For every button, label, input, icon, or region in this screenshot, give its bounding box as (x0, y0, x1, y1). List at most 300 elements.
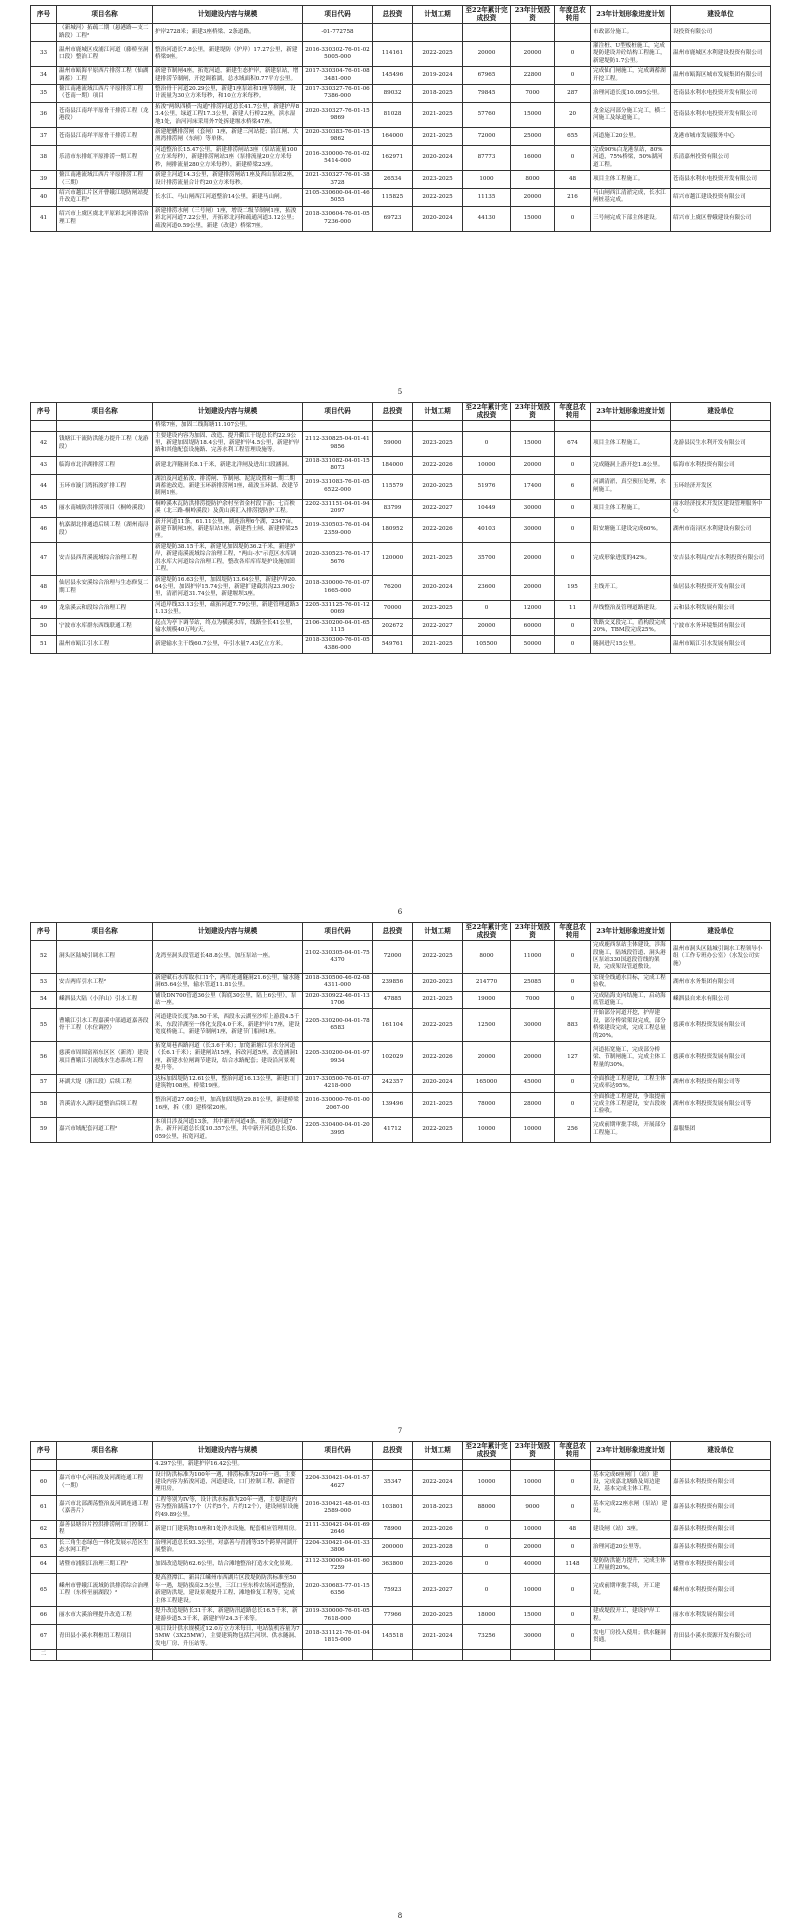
project-name: 嘉兴市北部湖荡整治及河湖连通工程（嘉善片） (57, 1495, 153, 1520)
plan-content: 新建北洋隧洞长8.1千米，新建北洋闸及进出口段涵洞。 (153, 456, 303, 474)
plan-2023 (511, 1460, 555, 1470)
row-number: 47 (31, 542, 57, 575)
plan-2023: 7000 (511, 85, 555, 103)
column-header: 计划工期 (413, 403, 463, 421)
project-name: 杭嘉湖北排通道后续工程（湖州南浔段） (57, 517, 153, 542)
project-code: 2111-330421-04-01-692646 (303, 1521, 373, 1539)
plan-content: 新建堤防38.15千米，新建见加固堤防36.2千米，新建护岸，新建南溪流域综合治理工程，"两山-水"示范区水库调洪水库大河道综合治理工程，整改各库库库堤护设施加固工程。 (153, 542, 303, 575)
row-number (31, 24, 57, 42)
plan-2023: 20000 (511, 188, 555, 206)
plan-content: 长水江、马山闸西江河道整治14公里，新建马山闸。 (153, 188, 303, 206)
project-name: （新城河）拓疏二期（悬港路—支二路段）工程² (57, 24, 153, 42)
row-number: 49 (31, 600, 57, 618)
project-code: 2202-331151-04-01-942097 (303, 499, 373, 517)
project-code: 2205-330400-04-01-203995 (303, 1117, 373, 1142)
invested-to-2022: 35700 (463, 542, 511, 575)
total-investment: 139496 (373, 1092, 413, 1117)
land-conversion: 0 (555, 1538, 591, 1556)
table-row (31, 1650, 771, 1660)
builder-unit: 慈溪市水利投资发展有限公司 (671, 1009, 771, 1042)
plan-2023: 12000 (511, 600, 555, 618)
plan-content: 工程等别为IV等，设计洪水标准为20年一遇，主要建设内容为整治湖荡17个（片约5个，片约12个），建设闸泵设施约49.89公里。 (153, 1495, 303, 1520)
project-code: 2020-330327-76-01-159869 (303, 102, 373, 127)
column-header: 计划建设内容与规模 (153, 403, 303, 421)
plan-period: 2022-2025 (413, 42, 463, 67)
invested-to-2022: 0 (463, 1538, 511, 1556)
table-row (31, 973, 771, 991)
row-number: 59 (31, 1117, 57, 1142)
column-header: 建设单位 (671, 6, 771, 24)
total-investment: 75923 (373, 1574, 413, 1607)
progress-plan: 项目主体工程施工。 (591, 431, 671, 456)
plan-period: 2021-2025 (413, 1092, 463, 1117)
land-conversion (555, 24, 591, 42)
project-name: 玉环市漩门湾拓浚扩排工程 (57, 474, 153, 499)
project-code: 2204-330421-04-01-574627 (303, 1470, 373, 1495)
builder-unit: 苍南县水利水电投资开发有限公司 (671, 171, 771, 189)
plan-period: 2021-2025 (413, 991, 463, 1009)
plan-period: 2023-2025 (413, 171, 463, 189)
progress-plan: 完成前期审批手续，开工建设。 (591, 1574, 671, 1607)
table-row (31, 941, 771, 974)
row-number: 二 (31, 1650, 57, 1660)
builder-unit: 龙港市城市发展服务中心 (671, 128, 771, 146)
column-header: 至22年累计完成投资 (463, 6, 511, 24)
builder-unit: 苍南县水利水电投资开发有限公司 (671, 102, 771, 127)
row-number: 36 (31, 102, 57, 127)
invested-to-2022: 20000 (463, 618, 511, 636)
column-header: 总投资 (373, 923, 413, 941)
land-conversion: 195 (555, 575, 591, 600)
land-conversion: 6 (555, 474, 591, 499)
row-number: 64 (31, 1556, 57, 1574)
project-code: 2106-330200-04-01-651115 (303, 618, 373, 636)
land-conversion: 674 (555, 431, 591, 456)
table-row (31, 1574, 771, 1607)
table-row (31, 171, 771, 189)
total-investment: 78900 (373, 1521, 413, 1539)
plan-2023: 28000 (511, 1092, 555, 1117)
project-name: 安吉两库引水工程² (57, 973, 153, 991)
invested-to-2022 (463, 1650, 511, 1660)
builder-unit: 临海市水利投资有限公司 (671, 456, 771, 474)
invested-to-2022: 214770 (463, 973, 511, 991)
progress-plan: 完成90%白龙港泵站，80%河道，75%桥梁，50%湖河道工程。 (591, 145, 671, 170)
row-number: 44 (31, 474, 57, 499)
plan-content: 整治河道27.08公里，加高加固堤防29.81公里，新建桥梁16座，拆（重）建桥梁20座。 (153, 1092, 303, 1117)
project-table-page-6 (30, 402, 771, 654)
plan-period: 2018-2025 (413, 85, 463, 103)
total-investment: 77966 (373, 1607, 413, 1625)
project-name: 温州市鹿城区戍浦江河道（藤桥至洞口段）整治工程 (57, 42, 153, 67)
row-number: 54 (31, 991, 57, 1009)
column-header: 序号 (31, 1442, 57, 1460)
project-code: 2018-330300-76-01-054386-000 (303, 636, 373, 654)
builder-unit: 安吉县水利局/安吉水利投资有限公司 (671, 542, 771, 575)
plan-period: 2023-2026 (413, 1556, 463, 1574)
total-investment: 83799 (373, 499, 413, 517)
total-investment: 363800 (373, 1556, 413, 1574)
builder-unit: 青田县小溪水资源开发有限公司 (671, 1624, 771, 1649)
row-number: 34 (31, 67, 57, 85)
project-name: 嵊州市曹娥江流域防洪排涝综合治理工程（东桥至丽湖段）² (57, 1574, 153, 1607)
builder-unit: 温州市瓯海区城市发展集团有限公司 (671, 67, 771, 85)
plan-2023: 15000 (511, 431, 555, 456)
row-number: 46 (31, 517, 57, 542)
plan-period: 2021-2025 (413, 636, 463, 654)
row-number: 60 (31, 1470, 57, 1495)
project-code (303, 1650, 373, 1660)
progress-plan: 全面推进工程建设，争取提前完成主体工程建设，安吉段竣工验收。 (591, 1092, 671, 1117)
project-name: 青田县小溪水利枢纽工程项目 (57, 1624, 153, 1649)
project-code: 2205-330200-04-01-979934 (303, 1042, 373, 1075)
land-conversion: 0 (555, 456, 591, 474)
project-code: 2205-331125-76-01-120069 (303, 600, 373, 618)
total-investment: 184000 (373, 456, 413, 474)
table-row (31, 188, 771, 206)
plan-content: 新建赋石水库取水口1个，两库连通隧洞21.6公里，输水隧洞65.64公里，输水管道11.81公里。 (153, 973, 303, 991)
project-code: 2017-330327-76-01-067386-000 (303, 85, 373, 103)
land-conversion: 0 (555, 42, 591, 67)
project-code: 2016-330302-76-01-025005-000 (303, 42, 373, 67)
project-name: 苕溪清水入湖河道整治后续工程 (57, 1092, 153, 1117)
project-code: 2112-330825-04-01-419856 (303, 431, 373, 456)
builder-unit: 绍兴市上虞区曹娥建设有限公司 (671, 206, 771, 231)
land-conversion: 0 (555, 618, 591, 636)
invested-to-2022: 10000 (463, 1470, 511, 1495)
progress-plan: 实现全线通水目标，完成工程验收。 (591, 973, 671, 991)
page-number: 7 (397, 1427, 403, 1435)
table-row (31, 85, 771, 103)
table-row (31, 67, 771, 85)
row-number: 67 (31, 1624, 57, 1649)
invested-to-2022: 0 (463, 1556, 511, 1574)
builder-unit: 温州市瓯江引水发展有限公司 (671, 636, 771, 654)
plan-content: 新建主河道14.3公里，新建排涝闸站1座及西山泵站2座，设计排涝流量合计约20立方米每秒。 (153, 171, 303, 189)
plan-2023: 15000 (511, 206, 555, 231)
plan-2023: 10000 (511, 1117, 555, 1142)
project-name: 龙泉溪云和段综合治理工程 (57, 600, 153, 618)
builder-unit: 湖州市水利投资发展有限公司等 (671, 1092, 771, 1117)
invested-to-2022 (463, 24, 511, 42)
builder-unit: 慈溪市水利投资发展有限公司 (671, 1042, 771, 1075)
invested-to-2022: 12500 (463, 1009, 511, 1042)
land-conversion: 655 (555, 128, 591, 146)
progress-plan: 隧洞进尺15公里。 (591, 636, 671, 654)
builder-unit: 温州市鹿城区水利建设投资有限公司 (671, 42, 771, 67)
progress-plan: 开始部分河道开挖，护岸建设，部分桥梁架设完成，部分桥梁建设完成，完成工程总量的20%。 (591, 1009, 671, 1042)
progress-plan: 龙金运河部分施工完工，横二河施工及绿道施工。 (591, 102, 671, 127)
plan-period: 2022-2024 (413, 1470, 463, 1495)
project-code: 2016-330421-48-01-032589-000 (303, 1495, 373, 1520)
builder-unit: 丽水经济技术开发区建设管理服务中心 (671, 499, 771, 517)
plan-period: 2020-2024 (413, 145, 463, 170)
plan-period: 2022-2026 (413, 1042, 463, 1075)
builder-unit: 嘉善县水利投资有限公司 (671, 1470, 771, 1495)
column-header: 总投资 (373, 1442, 413, 1460)
plan-period: 2021-2024 (413, 1624, 463, 1649)
builder-unit: 设投资有限公司 (671, 24, 771, 42)
plan-content: 主要建设内容为加固、改造、提升衢江干堤总长约22.9公里，新建加固堤防18.4公里，新建护岸4.5公里，新建护岸路和其他配套设施路、完善水利工程管理设施等。 (153, 431, 303, 456)
project-name: 嘉善县塘谷片控洪排涝闸口门控制工程 (57, 1521, 153, 1539)
project-code: 2016-330000-76-01-002067-00 (303, 1092, 373, 1117)
builder-unit (671, 1460, 771, 1470)
plan-period: 2023-2028 (413, 1538, 463, 1556)
project-name: 诸暨市浦阳江治理三期工程² (57, 1556, 153, 1574)
row-number: 56 (31, 1042, 57, 1075)
builder-unit: 宁波市水务环境集团有限公司 (671, 618, 771, 636)
row-number: 37 (31, 128, 57, 146)
total-investment: 161104 (373, 1009, 413, 1042)
table-row (31, 636, 771, 654)
project-name (57, 1650, 153, 1660)
table-row (31, 42, 771, 67)
total-investment: 549761 (373, 636, 413, 654)
column-header: 23年计划形象进度计划 (591, 1442, 671, 1460)
land-conversion: 0 (555, 67, 591, 85)
total-investment: 76200 (373, 575, 413, 600)
progress-plan: 完成仙门闸施工，完成调蓄湖开挖工程。 (591, 67, 671, 85)
row-number (31, 1460, 57, 1470)
row-number: 58 (31, 1092, 57, 1117)
invested-to-2022: 0 (463, 431, 511, 456)
table-row (31, 1074, 771, 1092)
plan-2023 (511, 24, 555, 42)
project-name: 安吉县西苕溪流域综合治理工程 (57, 542, 153, 575)
column-header: 至22年累计完成投资 (463, 1442, 511, 1460)
plan-2023: 22800 (511, 67, 555, 85)
invested-to-2022: 0 (463, 1574, 511, 1607)
column-header: 23年计划投资 (511, 6, 555, 24)
column-header: 项目名称 (57, 1442, 153, 1460)
column-header: 建设单位 (671, 923, 771, 941)
project-name: 嘉兴市中心河拓浚及河湖连通工程（一期） (57, 1470, 153, 1495)
invested-to-2022: 105500 (463, 636, 511, 654)
column-header: 项目代码 (303, 1442, 373, 1460)
land-conversion: 287 (555, 85, 591, 103)
plan-content: 整治骨干河道20.29公里，新建1座泵站和1座节制闸，设计流量为30立方米每秒，和10立方米每秒。 (153, 85, 303, 103)
plan-period: 2019-2024 (413, 67, 463, 85)
table-row (31, 991, 771, 1009)
plan-period: 2020-2024 (413, 1074, 463, 1092)
land-conversion: 0 (555, 991, 591, 1009)
plan-2023: 10000 (511, 1574, 555, 1607)
column-header: 23年计划形象进度计划 (591, 923, 671, 941)
invested-to-2022: 67965 (463, 67, 511, 85)
plan-2023: 60000 (511, 618, 555, 636)
plan-content: 项目设计供水规模近12.0万立方米每日，电站装机容量为75MW（3X25MW），主要建筑物包括拦河坝、供水隧洞、发电厂房、升压站等。 (153, 1624, 303, 1649)
land-conversion: 0 (555, 1074, 591, 1092)
builder-unit: 诸暨市水利投资有限公司 (671, 1556, 771, 1574)
plan-period: 2020-2025 (413, 474, 463, 499)
plan-period: 2022-2025 (413, 1117, 463, 1142)
row-number: 39 (31, 171, 57, 189)
progress-plan: 治理河道20公里等。 (591, 1538, 671, 1556)
plan-2023: 15000 (511, 102, 555, 127)
plan-2023: 25085 (511, 973, 555, 991)
table-row (31, 499, 771, 517)
plan-2023: 20000 (511, 1042, 555, 1075)
plan-period: 2023-2025 (413, 600, 463, 618)
land-conversion (555, 421, 591, 431)
column-header: 项目名称 (57, 923, 153, 941)
row-number: 66 (31, 1607, 57, 1625)
table-row (31, 1521, 771, 1539)
table-row (31, 618, 771, 636)
plan-content: 提升改造堤防长31千米，新建防汛道路总长16.5千米，新建游步道5.3千米，新建护岸24.3千米等。 (153, 1607, 303, 1625)
builder-unit: 仙居县水利投资开发有限公司 (671, 575, 771, 600)
builder-unit (671, 1650, 771, 1660)
land-conversion: 127 (555, 1042, 591, 1075)
row-number: 52 (31, 941, 57, 974)
column-header: 年度总农转用 (555, 1442, 591, 1460)
plan-content: 起点为亭下调节站，终点为横溪水库，线路全长41公里，输水规模40万吨/天。 (153, 618, 303, 636)
plan-content: 龙湾至洞头段管道长48.8公里，加压泵站一座。 (153, 941, 303, 974)
invested-to-2022: 20000 (463, 42, 511, 67)
progress-plan: 基本完成6座闸门（站）建设，完成嘉北塘路及周边建设，基本完成主体工程。 (591, 1470, 671, 1495)
row-number: 43 (31, 456, 57, 474)
plan-period: 2022-2026 (413, 517, 463, 542)
progress-plan: 建设闸（站）3座。 (591, 1521, 671, 1539)
row-number: 53 (31, 973, 57, 991)
builder-unit: 龙游县民生水利开发有限公司 (671, 431, 771, 456)
plan-content: 新开河道11条，61.11公里，湖连治理6个湖，2347亩，新建节制闸3座，新建泵站1座，新建挡土闸、新建桥梁25座。 (153, 517, 303, 542)
builder-unit: 湖州市水利投资有限公司等 (671, 1074, 771, 1092)
column-header: 年度总农转用 (555, 403, 591, 421)
progress-plan: 岸线整治及管理道路建设。 (591, 600, 671, 618)
invested-to-2022: 10000 (463, 456, 511, 474)
progress-plan: 完成陆海支向结施工，启动海底管道施工。 (591, 991, 671, 1009)
row-number: 48 (31, 575, 57, 600)
builder-unit: 温州市洞头区陆城引调水工程领导小组（工作专班办公室）（水发公司实施） (671, 941, 771, 974)
plan-content: 铺设DN700管道36公里（海底30公里，陆上6公里），泵站一座。 (153, 991, 303, 1009)
plan-content: 桐岭溪木瓦防洪排涝提防护余村至省金村段下游；七百秧溪（北三路-桐岭溪段）及黄山溪汇入排涝提防护工程。 (153, 499, 303, 517)
row-number: 57 (31, 1074, 57, 1092)
project-name: 嵊泗县大陆（小洋山）引水工程 (57, 991, 153, 1009)
invested-to-2022: 10000 (463, 1117, 511, 1142)
total-investment (373, 421, 413, 431)
project-table-page-8 (30, 1441, 771, 1661)
row-number: 51 (31, 636, 57, 654)
total-investment: 81028 (373, 102, 413, 127)
plan-2023: 10000 (511, 1521, 555, 1539)
land-conversion: 1148 (555, 1556, 591, 1574)
total-investment: 26534 (373, 171, 413, 189)
progress-plan: 完成形象进度的42%。 (591, 542, 671, 575)
plan-period: 2018-2023 (413, 1495, 463, 1520)
table-row (31, 517, 771, 542)
invested-to-2022: 57760 (463, 102, 511, 127)
project-code: 2018-330604-76-01-057236-000 (303, 206, 373, 231)
builder-unit: 嘉服集团 (671, 1117, 771, 1142)
land-conversion: 0 (555, 206, 591, 231)
total-investment: 242357 (373, 1074, 413, 1092)
land-conversion: 0 (555, 1624, 591, 1649)
column-header: 项目名称 (57, 403, 153, 421)
project-code: 2018-331082-04-01-158073 (303, 456, 373, 474)
plan-content: 河道整治长15.47公里，新建排涝闸站3座（泵站流量100立方米每秒），新建排涝闸站3座（泵排流量20立方米每秒，闸排流量280立方米每秒），新建桥梁23座。 (153, 145, 303, 170)
table-row (31, 542, 771, 575)
table-row (31, 1470, 771, 1495)
plan-2023: 10000 (511, 1470, 555, 1495)
plan-content: 河道建设长度为8.50千米，西段永云湖至沙库上游段4.5千米，东段洋湖至一体化支段4.0千米，新建护岸17座，建设宽度桥施工，新建节制闸1座，新建节门船闸1座。 (153, 1009, 303, 1042)
total-investment: 145518 (373, 1624, 413, 1649)
project-name: 苍南县江南垟平原骨干排涝工程 (57, 128, 153, 146)
table-row (31, 1460, 771, 1470)
row-number: 65 (31, 1574, 57, 1607)
table-row (31, 456, 771, 474)
table-row (31, 474, 771, 499)
table-row (31, 1538, 771, 1556)
project-name: 钱塘江干流防洪能力提升工程（龙游段） (57, 431, 153, 456)
project-code: 2020-330523-76-01-175676 (303, 542, 373, 575)
invested-to-2022 (463, 421, 511, 431)
progress-plan: 阳安塘施工建设完成60%。 (591, 517, 671, 542)
project-name: 丽水南城防洪排涝项目（桐岭溪段） (57, 499, 153, 517)
plan-2023: 30000 (511, 1624, 555, 1649)
page-7 (30, 922, 770, 1143)
plan-2023: 40000 (511, 1556, 555, 1574)
total-investment: 59000 (373, 431, 413, 456)
builder-unit: 湖州市水务集团有限公司 (671, 973, 771, 991)
column-header: 23年计划形象进度计划 (591, 403, 671, 421)
progress-plan: 完成前期审批手续，开展部分工程施工。 (591, 1117, 671, 1142)
column-header: 项目代码 (303, 923, 373, 941)
project-code: 2105-330600-04-01-465055 (303, 188, 373, 206)
builder-unit: 嵊泗县自来水有限公司 (671, 991, 771, 1009)
project-name: 环湖大堤（浙江段）后续工程 (57, 1074, 153, 1092)
table-row (31, 1042, 771, 1075)
invested-to-2022: 44130 (463, 206, 511, 231)
plan-2023: 20000 (511, 456, 555, 474)
project-code: 2019-330503-76-01-042359-000 (303, 517, 373, 542)
builder-unit: 玉环经济开发区 (671, 474, 771, 499)
project-name: 乐清市东排虹平原排涝一期工程 (57, 145, 153, 170)
plan-content: 加固改造堤防62.6公里，结合滩地整治打造水文化景观。 (153, 1556, 303, 1574)
land-conversion: 48 (555, 1521, 591, 1539)
plan-content: 新建输水主干线60.7公里，年引水量7.43亿立方米。 (153, 636, 303, 654)
progress-plan: 全面推进工程建设，工程主体完成率达95%。 (591, 1074, 671, 1092)
progress-plan: 项目主体工程施工。 (591, 499, 671, 517)
plan-content: 提高澄潭江、新昌江嵊州市西湖片区段堤防防洪标准至50年一遇，堤防拔高2.5公里，三江口至东桥农场河道整治，新建防洪堤，建设景观提升工程、滩地修复工程等，完成主体工程建设。 (153, 1574, 303, 1607)
land-conversion: 0 (555, 1092, 591, 1117)
plan-content: 河道岸线33.13公里，疏拓河道7.79公里，新建管理道路31.13公里。 (153, 600, 303, 618)
plan-content: 新建口门建筑物10座和1处净水设施，配套相应管理用房。 (153, 1521, 303, 1539)
row-number: 41 (31, 206, 57, 231)
table-row (31, 421, 771, 431)
project-name: 绍兴市越江片区开曹娥江堤防闸站提升改造工程² (57, 188, 153, 206)
project-code: 2205-330200-04-01-786583 (303, 1009, 373, 1042)
plan-period: 2022-2025 (413, 1009, 463, 1042)
project-code: 2016-330000-76-01-025414-000 (303, 145, 373, 170)
plan-content: 桥梁7座，加固二线海塘11.107公里。 (153, 421, 303, 431)
project-code: 2017-330500-76-01-074218-000 (303, 1074, 373, 1092)
project-name: 长三角生态绿色一体化发展示范区生态水网工程² (57, 1538, 153, 1556)
invested-to-2022: 72000 (463, 128, 511, 146)
plan-content: 湖泊及河道拓浚、排涝闸、节制闸、泥泥设置和一期二期调蓄池改造，新建玉环新排涝闸1座，疏浚玉环湖、改建节制闸1座。 (153, 474, 303, 499)
invested-to-2022: 1000 (463, 171, 511, 189)
table-row (31, 206, 771, 231)
plan-2023 (511, 1650, 555, 1660)
column-header: 项目名称 (57, 6, 153, 24)
project-name: 洞头区陆城引调水工程 (57, 941, 153, 974)
total-investment: 200000 (373, 1538, 413, 1556)
invested-to-2022: 73256 (463, 1624, 511, 1649)
invested-to-2022: 19000 (463, 991, 511, 1009)
column-header: 23年计划投资 (511, 1442, 555, 1460)
plan-2023: 30000 (511, 517, 555, 542)
plan-content: 治理河道总长93.3公里，对嘉善与青浦等35个跨界河湖开展整治。 (153, 1538, 303, 1556)
